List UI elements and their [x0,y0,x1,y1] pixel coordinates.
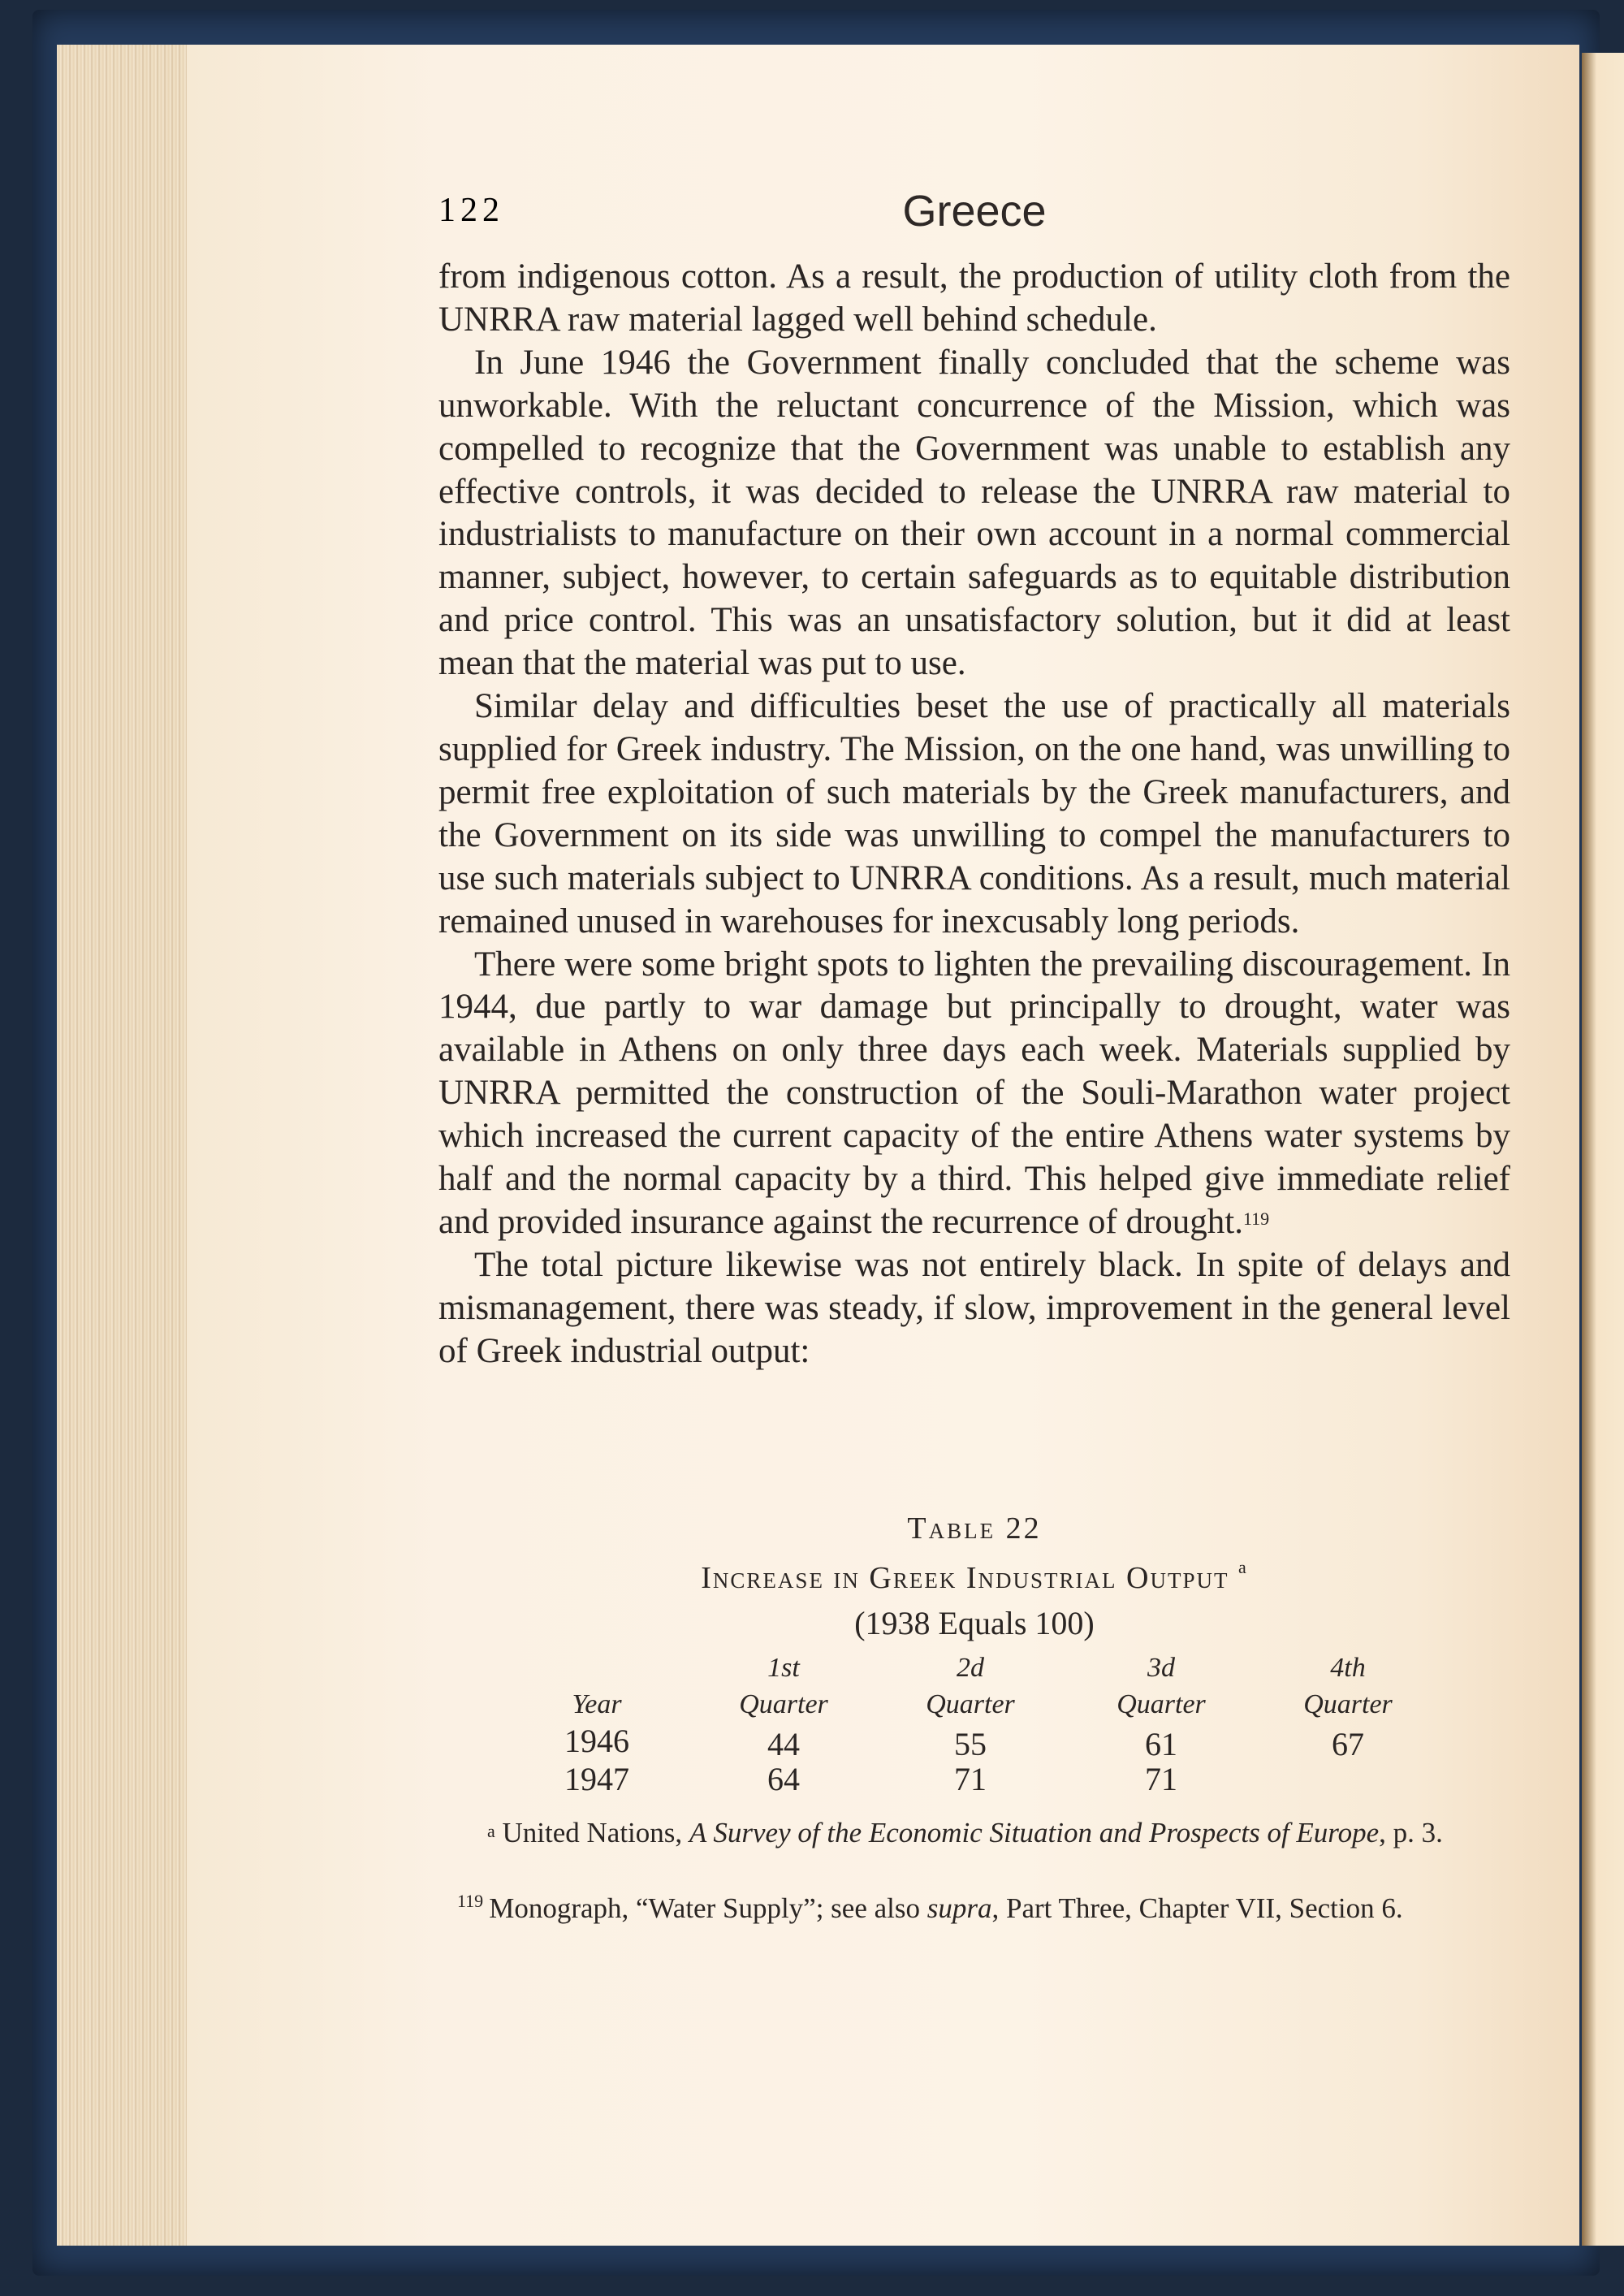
table-cell: 1946 [564,1723,629,1759]
col-header: Year [572,1689,622,1719]
col-ordinal: 2d [957,1653,984,1683]
col-ordinal: 1st [767,1653,800,1683]
table-cell: 71 [1145,1761,1177,1797]
table-title-text: Increase in Greek Industrial Output [701,1561,1229,1595]
page-header [438,187,1510,240]
footnote-text: United Nations, [502,1817,689,1848]
footnote-marker: 119 [457,1891,484,1911]
page-number: 122 [438,192,504,229]
paragraph: from indigenous cotton. As a result, the production of utility cloth from the UNRRA raw material lagged well behind schedule. [438,257,1510,339]
footnote-a [487,1813,1462,1853]
table-note-marker: a [1237,1557,1248,1577]
col-header: Quarter [926,1689,1015,1719]
paragraph: In June 1946 the Government finally concluded that the scheme was unworkable. With the reluctant concurrence of the Mission, which was compelled to recognize that the Government was unable to establish any effective controls, it was decided to release the UNRRA raw material to industrialists to manufacture on their own account in a normal commercial manner, subject, however, to certain safeguards as to equitable distribution and price control. This was an unsatisfactory solution, but it did at least mean that the material was put to use. [438,343,1510,683]
footnote-119 [457,1892,1529,1925]
footnote-italic: A Survey of the Economic Situation and Prospects of Europe [689,1817,1380,1848]
footnote-marker: a [487,1821,495,1841]
table-cell: 44 [767,1726,800,1762]
table-cell: 67 [1332,1726,1364,1762]
running-title: Greece [902,187,1047,236]
paragraph [438,944,1510,1244]
paragraph-text: There were some bright spots to lighten the prevailing discouragement. In 1944, due partly to war damage but principally to drought, water was available in Athens on only three days each week. Materials supplied by UNRRA permitted the construction of the Souli-Marathon water project which increased the current capacity of the entire Athens water systems by half and the normal capacity by a third. This helped give immediate relief and provided insurance against the recurrence of drought. [438,945,1510,1241]
page-edges [57,45,199,2246]
paragraph: Similar delay and difficulties beset the use of practically all materials supplied for Greek industry. The Mission, on the one hand, was unwilling to permit free exploitation of such materials by the Greek manufacturers, and the Government on its side was unwilling to compel the manufacturers to use such materials subject to UNRRA conditions. As a result, much material remained unused in warehouses for inexcusably long periods. [438,687,1510,940]
col-header: Quarter [739,1689,828,1719]
footnote-italic: supra [926,1892,992,1924]
table-cell: 71 [954,1761,987,1797]
table-cell: 55 [954,1726,987,1762]
facing-page-edge [1582,53,1624,2246]
table-cell: 61 [1145,1726,1177,1762]
col-ordinal: 3d [1147,1653,1175,1683]
table-cell: 64 [767,1761,800,1797]
col-header: Quarter [1303,1689,1393,1719]
table-label: Table 22 [907,1511,1042,1546]
footnote-text: , p. 3. [1379,1817,1443,1848]
table-title [438,1557,1510,1596]
table-cell: 1947 [564,1761,629,1797]
body-text [438,256,1510,1373]
paragraph: The total picture likewise was not entirely black. In spite of delays and mismanagement, there was steady, if slow, improvement in the general level of Greek industrial output: [438,1245,1510,1370]
col-ordinal: 4th [1330,1653,1366,1683]
table-subtitle: (1938 Equals 100) [854,1605,1095,1641]
footnote-ref: 119 [1243,1208,1270,1229]
col-header: Quarter [1116,1689,1206,1719]
footnote-text: Monograph, “Water Supply”; see also [489,1892,927,1924]
footnote-text: , Part Three, Chapter VII, Section 6. [991,1892,1403,1924]
